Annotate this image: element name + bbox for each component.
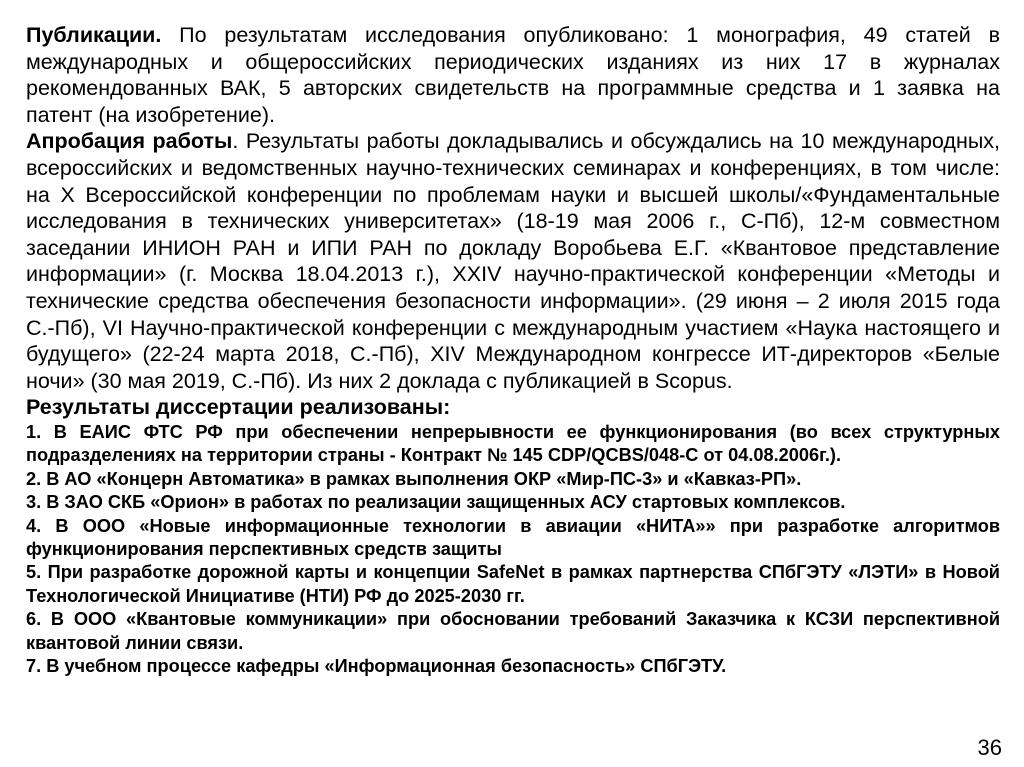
- results-list: [26, 421, 1000, 678]
- results-item-4: 4. В ООО «Новые информационные технологии в авиации «НИТА»» при разработке алгоритмов функционирования перспективных средств защиты: [26, 515, 1000, 559]
- results-item-1: 1. В ЕАИС ФТС РФ при обеспечении непрерывности ее функционирования (во всех структурных подразделениях на территории страны - Контракт № 145 CDP/QCBS/048-C от 04.08.2006г.).: [26, 421, 1000, 466]
- results-item-5: 5. При разработке дорожной карты и концепции SafeNet в рамках партнерства СПбГЭТУ «ЛЭТИ» в Новой Технологической Инициативе (НТИ) РФ до 2025-2030 гг.: [26, 562, 1000, 606]
- results-item-3: 3. В ЗАО СКБ «Орион» в работах по реализации защищенных АСУ стартовых комплексов.: [26, 492, 846, 513]
- results-item-6: 6. В ООО «Квантовые коммуникации» при обосновании требований Заказчика к КСЗИ перспективной квантовой линии связи.: [26, 609, 1000, 653]
- results-heading: Результаты диссертации реализованы:: [26, 395, 451, 420]
- results-item-7: 7. В учебном процессе кафедры «Информационная безопасность» СПбГЭТУ.: [26, 655, 727, 676]
- page-number: 36: [977, 735, 1002, 760]
- approbation-lead: Апробация работы: [26, 129, 233, 154]
- slide-content: [26, 22, 1000, 678]
- publications-paragraph: [26, 22, 1000, 128]
- publications-text: По результатам исследования опубликовано: 1 монография, 49 статей в международных и общероссийских периодических изданиях из них 17 в журналах рекомендованных ВАК, 5 авторских свидетельств на программные средства и 1 заявка на патент (на изобретение).: [26, 23, 1000, 127]
- approbation-paragraph: [26, 128, 1000, 394]
- publications-lead: Публикации.: [26, 23, 162, 47]
- results-item-2: 2. В АО «Концерн Автоматика» в рамках выполнения ОКР «Мир-ПС-3» и «Кавказ-РП».: [26, 468, 802, 489]
- approbation-text: . Результаты работы докладывались и обсуждались на 10 международных, всероссийских и ведомственных научно-технических семинарах и конференциях, в том числе: на X Всероссийской конференции по проблемам науки и высшей школы/«Фундаментальные исследования в технических университетах» (18-19 мая 2006 г., С-Пб), 12-м совместном заседании ИНИОН РАН и ИПИ РАН по докладу Воробьева Е.Г. «Квантовое представление информации» (г. Москва 18.04.2013 г.), XXIV научно-практической конференции «Методы и технические средства обеспечения безопасности информации». (29 июня – 2 июля 2015 года С.-Пб), VI Научно-практической конференции с международным участием «Наука настоящего и будущего» (22-24 марта 2018, С.-Пб), XIV Международном конгрессе ИТ-директоров «Белые ночи» (30 мая 2019, С.-Пб). Из них 2 доклада с публикацией в Scopus.: [26, 129, 1000, 393]
